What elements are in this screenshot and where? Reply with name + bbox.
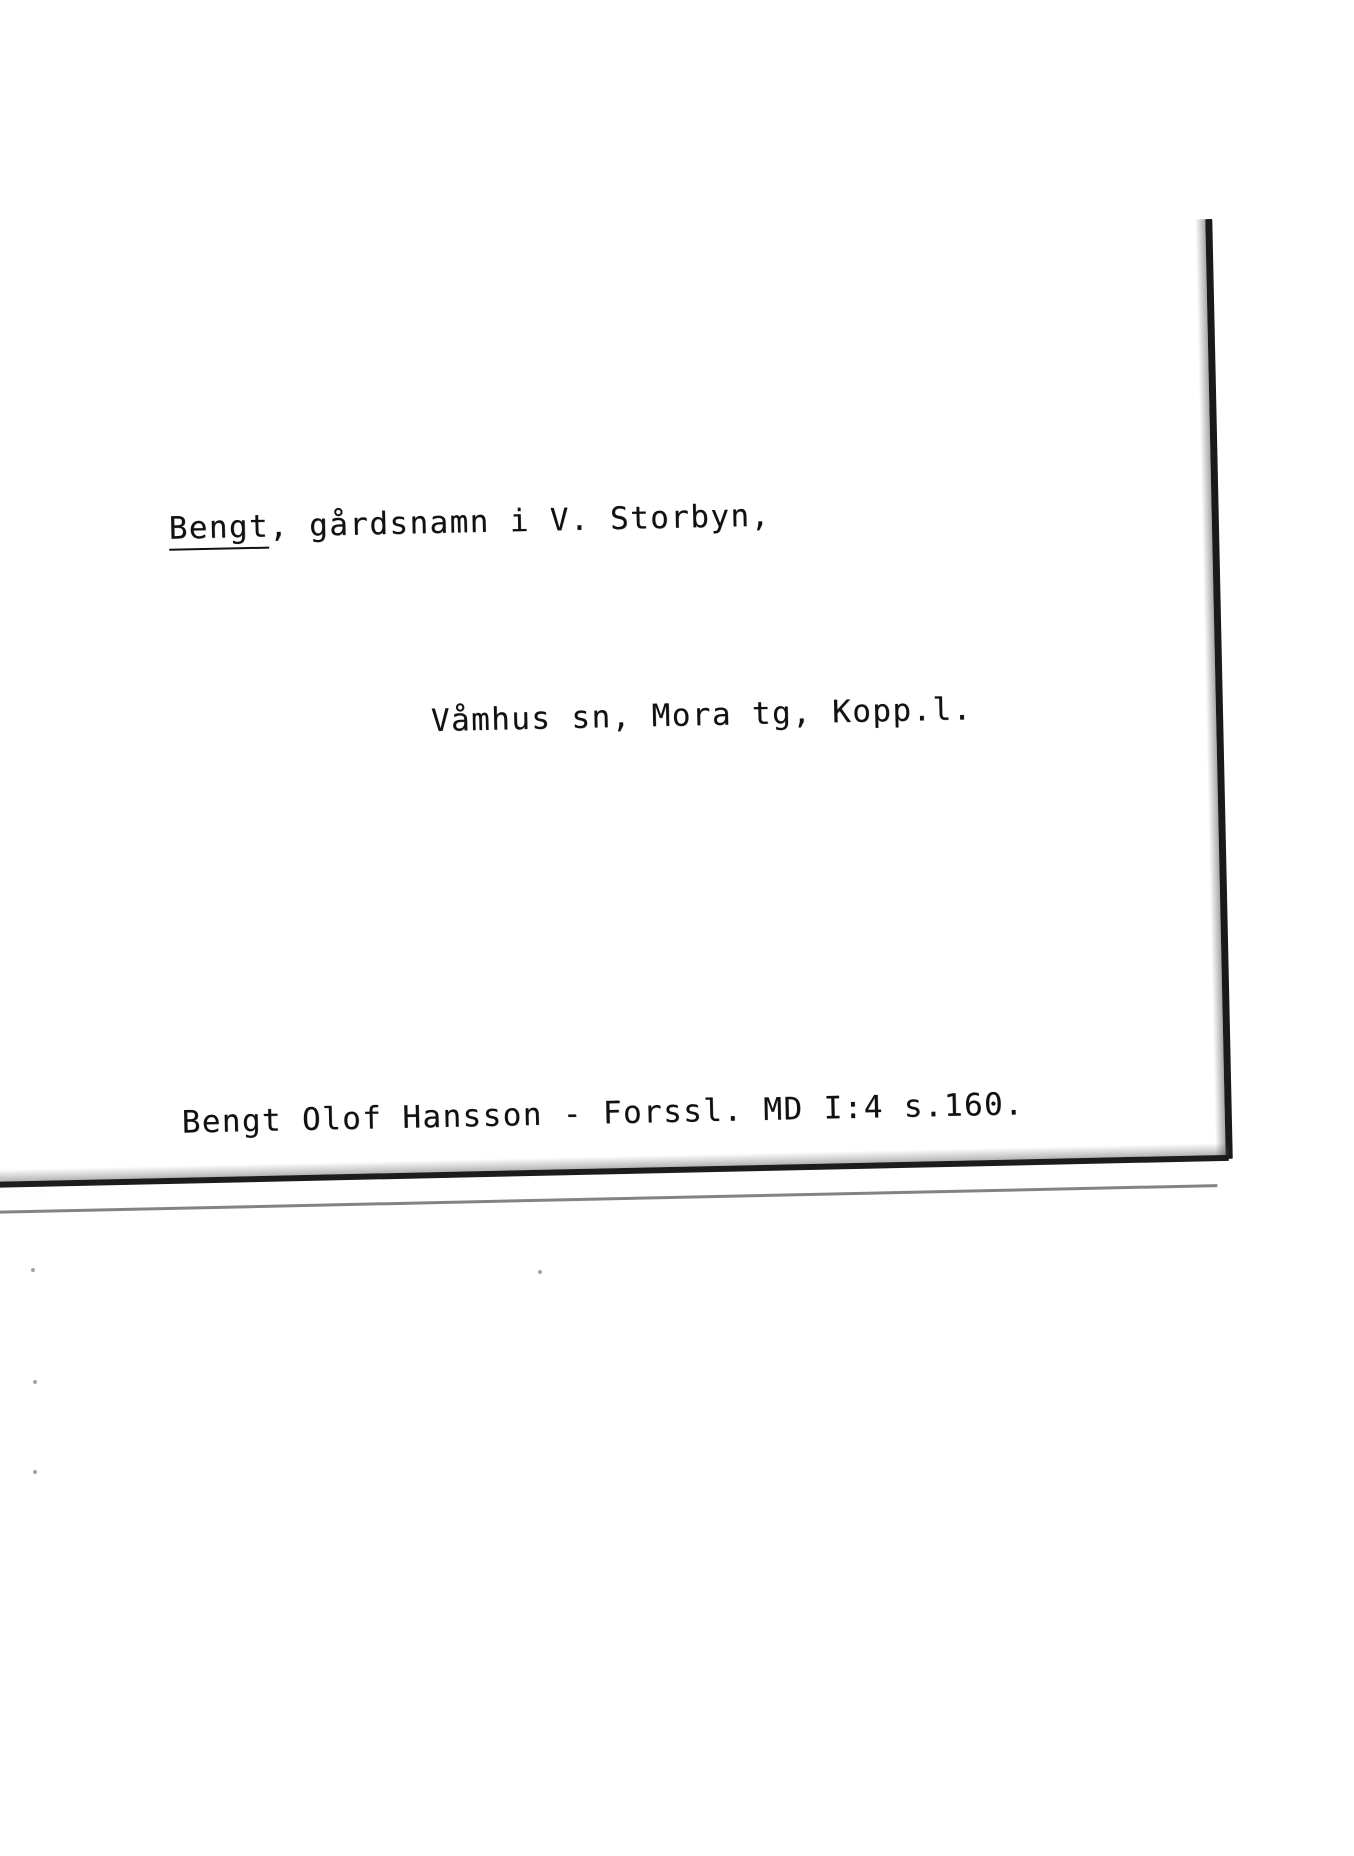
headword-line: [168, 474, 1169, 562]
dust-speck: [31, 1268, 35, 1272]
headword-line-rest: , gårdsnamn i V. Storbyn,: [268, 497, 771, 545]
blank-line: [177, 870, 1178, 958]
typed-text-block: [165, 342, 1185, 1288]
dust-speck: [33, 1380, 37, 1384]
dust-speck: [33, 1470, 37, 1474]
location-line: Våmhus sn, Mora tg, Kopp.l.: [430, 691, 974, 740]
source-line: Bengt Olof Hansson - Forssl. MD I:4 s.160.: [181, 1086, 1025, 1141]
headword: Bengt: [168, 509, 269, 551]
index-card: [0, 101, 1233, 1190]
